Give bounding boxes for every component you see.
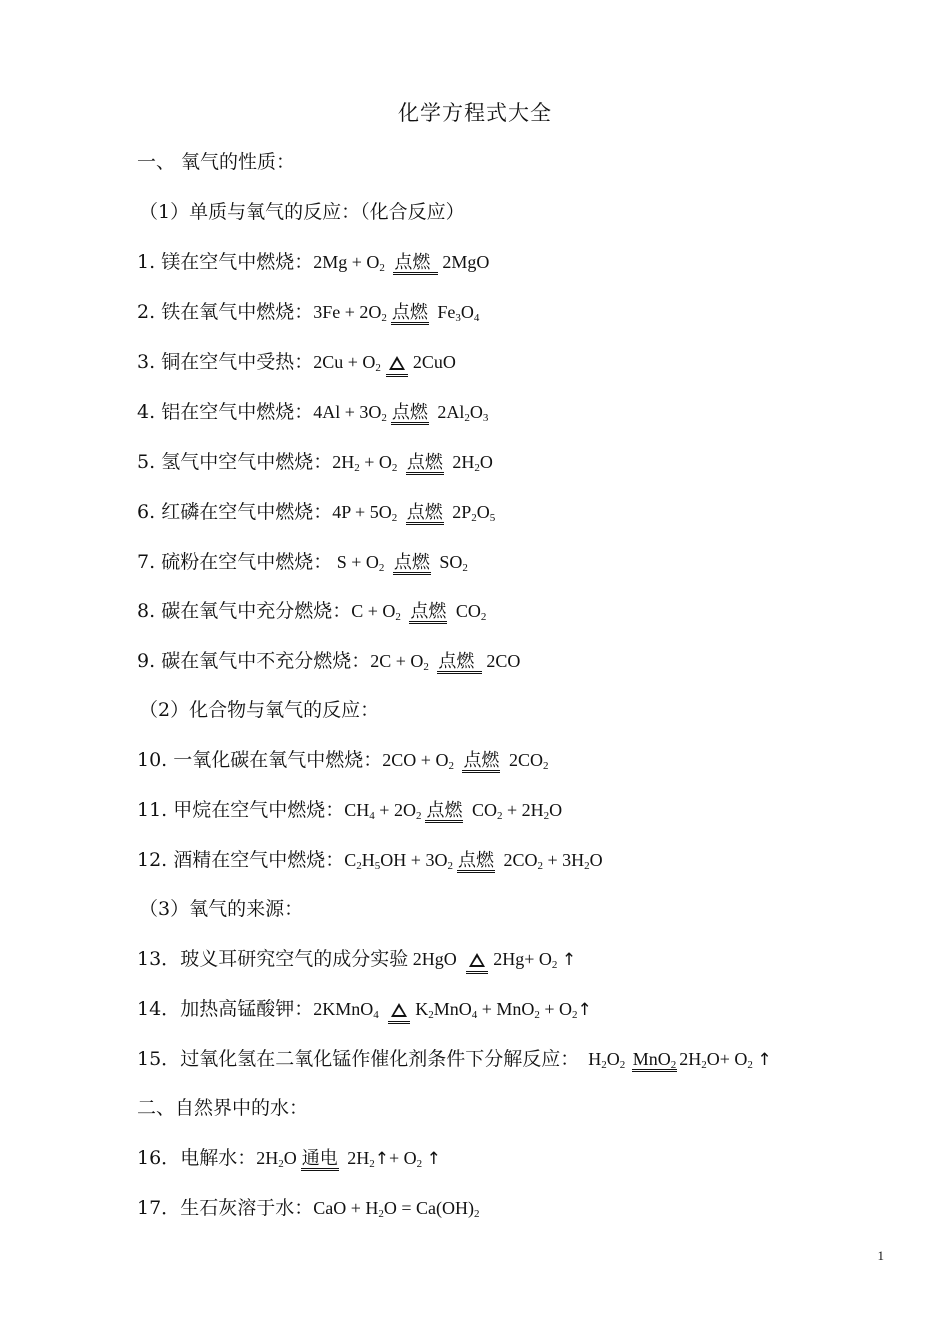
equation: CaO + $H_2O = Ca(OH)_2$: [313, 1198, 480, 1220]
item-text: 生石灰溶于水：: [180, 1197, 314, 1219]
equation-line: [137, 499, 495, 525]
item-text: 一氧化碳在氧气中燃烧：: [173, 749, 383, 771]
equation-line: [137, 996, 592, 1024]
equation: $C + O_2$ 点燃 $CO_2$: [351, 601, 487, 623]
item-number: 12.: [137, 849, 168, 871]
item-number: 17．: [137, 1197, 181, 1219]
equation: $2H_2 + O_2$ 点燃 $2H_2O$: [332, 452, 493, 474]
heat-symbol: [466, 952, 488, 974]
equation-line: [137, 549, 468, 575]
section-heading-oxygen: 一、 氧气的性质：: [137, 151, 296, 173]
item-text: 铜在空气中受热：: [161, 351, 314, 373]
equation: $2C + O_2$ 点燃 2CO: [370, 651, 521, 673]
item-number: 3.: [137, 351, 156, 373]
section-heading-water: 二、自然界中的水：: [137, 1097, 309, 1119]
equation: $3Fe + 2O_2$ 点燃 $Fe_3O_4$: [313, 302, 480, 324]
item-number: 10.: [137, 749, 168, 771]
item-text: 红磷在空气中燃烧：: [161, 501, 333, 523]
item-number: 2.: [137, 301, 156, 323]
item-number: 16．: [137, 1147, 181, 1169]
subheading-elements-with-oxygen: （1）单质与氧气的反应：（化合反应）: [139, 201, 465, 223]
item-number: 7.: [137, 551, 156, 573]
item-number: 4.: [137, 401, 156, 423]
equation: $4P + 5O_2$ 点燃 $2P_2O_5$: [332, 502, 496, 524]
equation-line: [137, 847, 603, 873]
item-text: 碳在氧气中不充分燃烧：: [161, 650, 371, 672]
equation: 2KMnO$_4$ $K_2MnO_4 + MnO_2$ + $O_2↑$: [313, 999, 592, 1019]
item-text: 碳在氧气中充分燃烧：: [161, 600, 352, 622]
item-text: 过氧化氢在二氧化锰作催化剂条件下分解反应：: [180, 1048, 580, 1070]
equation-line: [137, 946, 576, 974]
equation-line: [137, 797, 562, 823]
document-title: 化学方程式大全: [398, 101, 552, 125]
item-number: 5.: [137, 451, 156, 473]
heat-symbol: [386, 355, 408, 377]
equation-line: [137, 1195, 480, 1221]
item-text: 加热高锰酸钾：: [180, 998, 314, 1020]
item-number: 1.: [137, 251, 156, 273]
equation-line: [137, 1145, 441, 1172]
equation: $CH_4 + 2O_2$ 点燃 $CO_2 + 2H_2O$: [344, 800, 563, 822]
item-text: 电解水：: [180, 1147, 257, 1169]
equation: $2Cu + O_2$ 2CuO: [313, 352, 456, 372]
equation-line: [137, 299, 479, 325]
equation: $S + O_2$ 点燃 $SO_2$: [332, 552, 468, 574]
item-text: 硫粉在空气中燃烧：: [161, 551, 333, 573]
item-text: 氢气中空气中燃烧：: [161, 451, 333, 473]
item-text: 镁在空气中燃烧：: [161, 251, 314, 273]
item-number: 9.: [137, 650, 156, 672]
equation-line: [137, 648, 520, 674]
subheading-compounds-with-oxygen: （2）化合物与氧气的反应：: [139, 699, 380, 721]
item-number: 15．: [137, 1048, 181, 1070]
page-number: 1: [877, 1248, 884, 1263]
heat-symbol: [388, 1002, 410, 1024]
equation-line: [137, 598, 486, 624]
item-text: 玻义耳研究空气的成分实验: [180, 948, 409, 970]
equation-line: [137, 399, 488, 425]
equation-line: [137, 249, 489, 275]
item-text: 铝在空气中燃烧：: [161, 401, 314, 423]
item-number: 14．: [137, 998, 181, 1020]
equation: $H_2O_2$ MnO$_2$ $2H_2O+ O_2$ ↑: [579, 1049, 772, 1071]
item-text: 铁在氧气中燃烧：: [161, 301, 314, 323]
item-text: 甲烷在空气中燃烧：: [173, 799, 345, 821]
subheading-oxygen-sources: （3）氧气的来源：: [139, 898, 304, 920]
equation: 2HgO $2Hg+ O_2$ ↑: [408, 949, 576, 969]
item-number: 13．: [137, 948, 181, 970]
item-number: 6.: [137, 501, 156, 523]
item-number: 8.: [137, 600, 156, 622]
item-text: 酒精在空气中燃烧：: [173, 849, 345, 871]
equation: $2H_2O$ 通电 $2H_2↑+ O_2$ ↑: [256, 1148, 441, 1170]
equation: $2Mg + O_2$ 点燃 2MgO: [313, 252, 490, 274]
equation: $4Al + 3O_2$ 点燃 $2Al_2O_3$: [313, 402, 489, 424]
equation: $2CO + O_2$ 点燃 $2CO_2$: [382, 750, 549, 772]
equation-line: [137, 349, 456, 377]
equation-line: [137, 1046, 772, 1073]
equation-line: [137, 747, 548, 773]
equation-line: [137, 449, 493, 475]
equation: $C_2H_5OH + 3O_2$ 点燃 $2CO_2 + 3H_2O$: [344, 850, 603, 872]
item-number: 11.: [137, 799, 168, 821]
